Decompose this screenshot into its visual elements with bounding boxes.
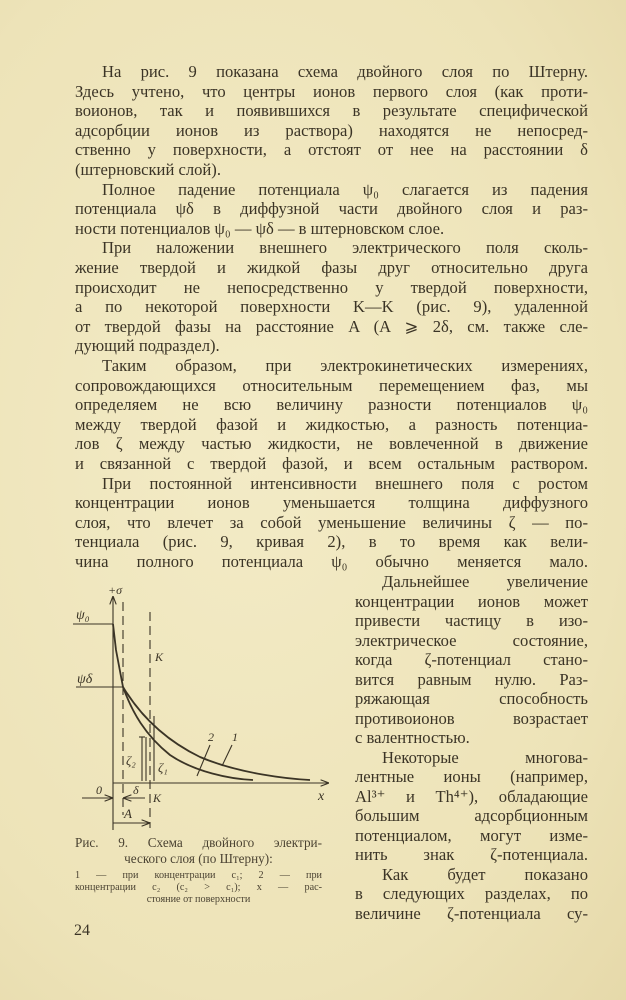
origin-label: 0	[96, 783, 102, 797]
text-line: лов ζ между частью жидкости, не вовлеченной в движение	[75, 434, 588, 454]
text-line: электрическое состояние,	[355, 630, 588, 650]
text-line: величине ζ-потенциала су-	[355, 903, 588, 923]
delta-label: δ	[133, 783, 139, 797]
curve-1-label: 1	[232, 730, 238, 744]
page-number: 24	[74, 922, 90, 939]
text-line: потенциала ψδ в диффузной части двойного слоя и раз-	[75, 199, 588, 219]
text-line: адсорбции ионов из раствора) находятся не непосред-	[75, 120, 588, 140]
text-line: При наложении внешнего электрического поля сколь-	[102, 238, 588, 258]
text-line: Дальнейшее увеличение	[382, 572, 588, 591]
text-line: дующий подраздел).	[75, 336, 220, 356]
text-line: Al³⁺ и Th⁴⁺), обладающие	[355, 786, 588, 806]
text-line: Таким образом, при электрокинетических измерениях,	[102, 356, 588, 375]
text-line: нить знак ζ-потенциала.	[355, 845, 588, 864]
curve-2-label: 2	[208, 730, 214, 744]
figure-legend-line: стояние от поверхности	[146, 894, 251, 905]
text-line: Как будет показано	[382, 864, 588, 884]
zeta1-label: ζ₁	[158, 760, 168, 775]
text-line: Здесь учтено, что центры ионов первого слоя (как проти-	[75, 81, 588, 101]
x-axis-label: x	[318, 789, 325, 804]
text-line: большим адсорбционным	[355, 806, 588, 825]
text-line: происходит не непосредственно у твердой поверхности,	[75, 277, 588, 297]
curve-1-leader	[222, 745, 232, 766]
text-line: определяем не всю величину разности потенциалов ψ₀	[75, 395, 588, 415]
text-line: концентрации ионов уменьшается толщина диффузного	[75, 493, 588, 513]
text-line: На рис. 9 показана схема двойного слоя по Штерну.	[102, 62, 588, 81]
figure-double-layer-diagram	[60, 585, 340, 835]
text-line: сопровождающихся относительным перемещением фаз, мы	[75, 375, 588, 395]
text-line: а по некоторой поверхности K—K (рис. 9), удаленной	[75, 297, 588, 317]
text-line: чина полного потенциала ψ₀ обычно меняется мало.	[75, 552, 588, 571]
figure-legend-line: концентрации c₂ (c₂ > c₁); x — рас-	[75, 882, 322, 893]
k-top-label: K	[155, 650, 164, 664]
text-line: противоионов возрастает	[355, 708, 588, 728]
figure-caption-line: Рис. 9. Схема двойного электри-	[75, 835, 322, 850]
text-line: слоя, что влечет за собой уменьшение величины ζ — по-	[75, 512, 588, 532]
text-line: тенциала (рис. 9, кривая 2), в то время как вели-	[75, 532, 588, 552]
text-line: жение твердой и жидкой фазы друг относительно друга	[75, 258, 588, 277]
text-line: При постоянной интенсивности внешнего поля с ростом	[102, 473, 588, 493]
text-line: концентрации ионов может	[355, 591, 588, 611]
text-line: ности потенциалов ψ₀ — ψδ — в штерновском слое.	[75, 218, 445, 238]
figure-legend-line: 1 — при концентрации c₁; 2 — при	[75, 870, 322, 881]
text-line: ряжающая способность	[355, 689, 588, 708]
stern-layer-drop	[113, 624, 123, 687]
text-line: Некоторые многова-	[382, 747, 588, 767]
text-line: и связанной с твердой фазой, и всем остальным раствором.	[75, 454, 588, 473]
sigma-label: +σ	[108, 585, 123, 597]
text-line: лентные ионы (например,	[355, 767, 588, 786]
curve-1	[123, 687, 310, 780]
psi0-label: ψ₀	[76, 608, 90, 623]
text-line: (штерновский слой).	[75, 160, 221, 179]
text-line: в следующих разделах, по	[355, 884, 588, 903]
text-line: потенциалом, могут изме-	[355, 825, 588, 845]
a-label: A	[124, 806, 132, 821]
text-line: вится равным нулю. Раз-	[355, 669, 588, 689]
text-line: ственно у поверхности, а отстоят от нее на расстоянии δ	[75, 140, 588, 160]
text-line: от твердой фазы на расстояние A (A ⩾ 2δ, см. также сле-	[75, 316, 588, 336]
text-line: Полное падение потенциала ψ₀ слагается из падения	[102, 179, 588, 199]
psidelta-label: ψδ	[77, 672, 93, 687]
text-line: привести частицу в изо-	[355, 611, 588, 630]
zeta2-label: ζ₂	[126, 753, 136, 768]
text-line: с валентностью.	[355, 728, 470, 747]
text-line: между твердой фазой и жидкостью, а разность потенциа-	[75, 414, 588, 434]
figure-caption-line: ческого слоя (по Штерну):	[124, 851, 273, 866]
text-line: воионов, так и появившихся в результате специфической	[75, 101, 588, 121]
k-bottom-label: K	[153, 791, 162, 805]
text-line: когда ζ-потенциал стано-	[355, 650, 588, 669]
